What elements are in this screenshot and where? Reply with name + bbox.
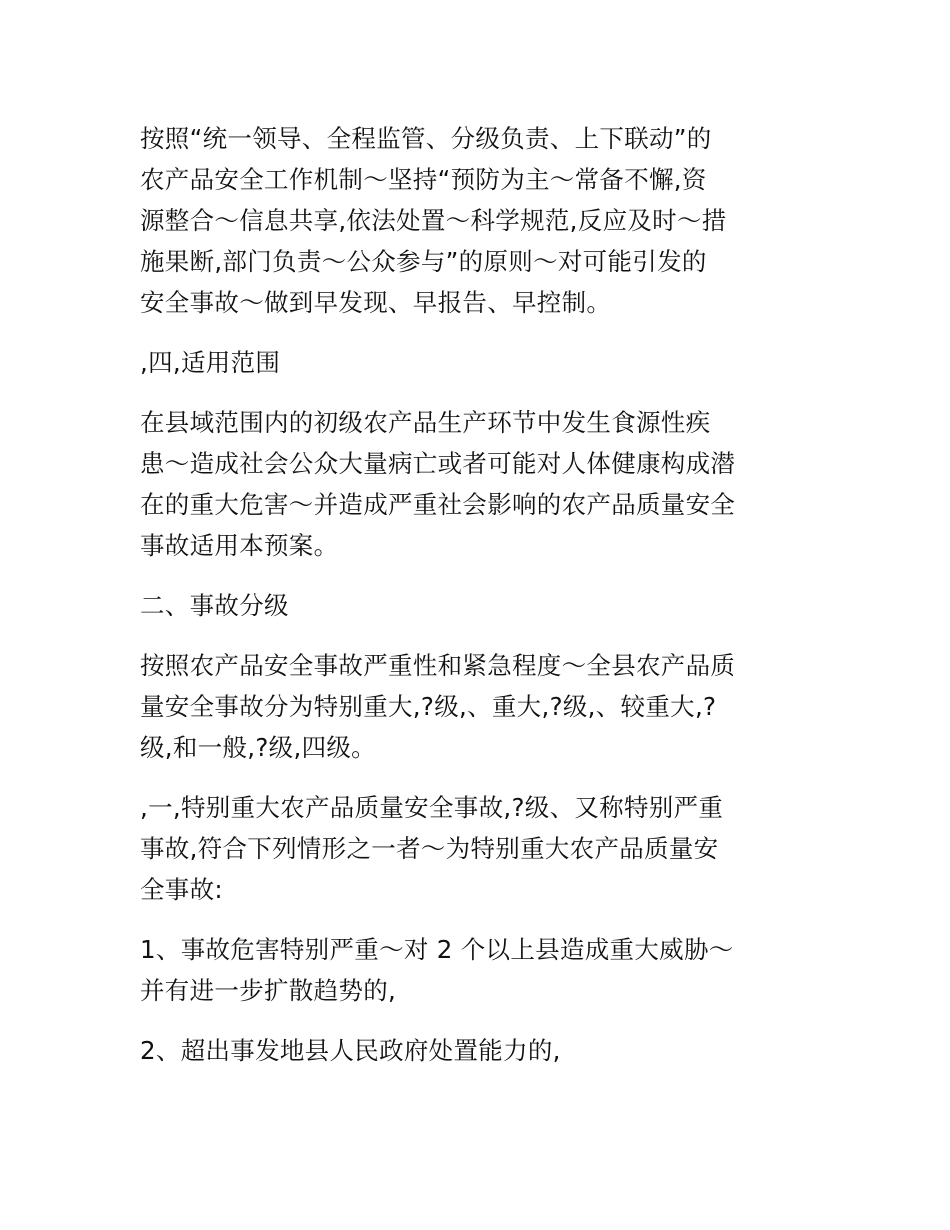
text-line: 全事故: [140, 875, 223, 904]
text-line: 1、事故危害特别严重～对 2 个以上县造成重大威胁～ [140, 935, 734, 964]
text-line: 在的重大危害～并造成严重社会影响的农产品质量安全 [140, 490, 736, 519]
section-heading-scope [140, 342, 820, 383]
text-line: 患～造成社会公众大量病亡或者可能对人体健康构成潜 [140, 449, 736, 478]
text-line: 级,和一般,?级,四级。 [140, 733, 376, 762]
text-line: ,一,特别重大农产品质量安全事故,?级、又称特别严重 [140, 793, 724, 822]
paragraph-scope [140, 402, 820, 566]
text-line: 量安全事故分为特别重大,?级,、重大,?级,、较重大,? [140, 692, 717, 721]
document-page [140, 118, 820, 1071]
text-line: 2、超出事发地县人民政府处置能力的, [140, 1036, 561, 1065]
text-line: 事故,符合下列情形之一者～为特别重大农产品质量安 [140, 834, 719, 863]
paragraph-grading [140, 645, 820, 768]
paragraph-level-one [140, 787, 820, 910]
text-line: 事故适用本预案。 [140, 531, 339, 560]
section-heading-grading [140, 585, 820, 626]
heading-text: 二、事故分级 [140, 591, 289, 620]
text-line: 并有进一步扩散趋势的, [140, 976, 397, 1005]
text-line: 在县域范围内的初级农产品生产环节中发生食源性疾 [140, 408, 711, 437]
list-item-1 [140, 929, 820, 1011]
text-line: 安全事故～做到早发现、早报告、早控制。 [140, 288, 612, 317]
list-item-2 [140, 1030, 820, 1071]
heading-text: ,四,适用范围 [140, 348, 281, 377]
text-line: 按照农产品安全事故严重性和紧急程度～全县农产品质 [140, 651, 736, 680]
text-line: 源整合～信息共享,依法处置～科学规范,反应及时～措 [140, 206, 727, 235]
text-line: 农产品安全工作机制～坚持“预防为主～常备不懈,资 [140, 165, 707, 194]
text-line: 按照“统一领导、全程监管、分级负责、上下联动”的 [140, 124, 712, 153]
text-line: 施果断,部门负责～公众参与”的原则～对可能引发的 [140, 247, 707, 276]
paragraph-work-mechanism [140, 118, 820, 323]
